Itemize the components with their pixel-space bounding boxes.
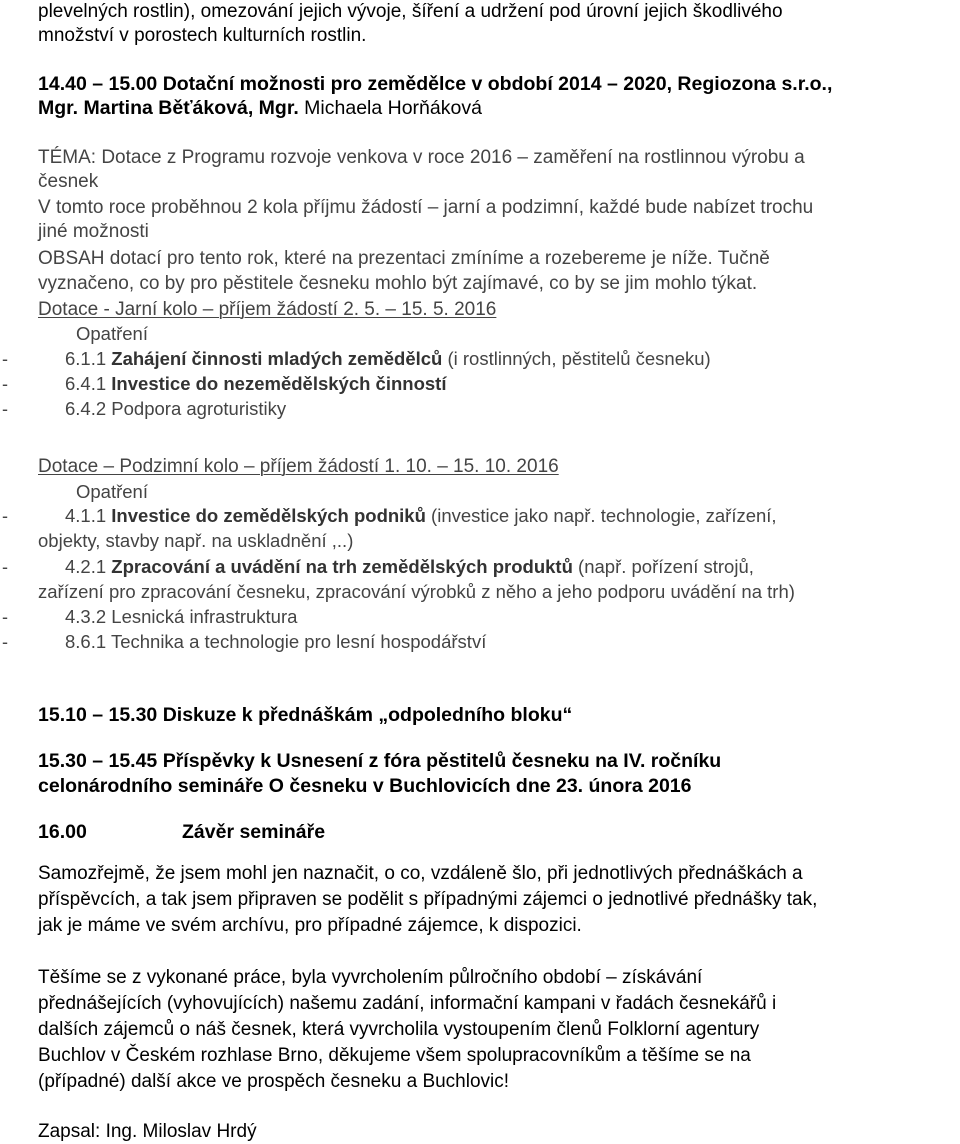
measure-note: (např. pořízení strojů, (572, 556, 754, 577)
list-dash: - (2, 349, 8, 369)
measure-code: 4.2.1 (65, 556, 112, 577)
autumn-round-heading: Dotace – Podzimní kolo – příjem žádostí 1. 10. – 15. 10. 2016 (38, 456, 559, 477)
discussion-slot: 15.10 – 15.30 Diskuze k přednáškám „odpoledního bloku“ (38, 704, 573, 726)
measure-title: Investice do nezemědělských činností (111, 373, 447, 394)
list-dash: - (2, 399, 8, 419)
measure-code: 8.6.1 (65, 631, 111, 652)
autumn-item-421 (65, 555, 754, 579)
talk-title-line-2 (38, 96, 482, 120)
tema-line-1: TÉMA: Dotace z Programu rozvoje venkova v roce 2016 – zaměření na rostlinnou výrobu a (38, 147, 805, 168)
closing-paragraph-2-line-5: (případné) další akce ve prospěch česneku a Buchlovic! (38, 1071, 510, 1092)
measure-code: 4.1.1 (65, 505, 112, 526)
talk-title-line-1: 14.40 – 15.00 Dotační možnosti pro zemědělce v období 2014 – 2020, Regiozona s.r.o., (38, 73, 833, 95)
measure-code: 4.3.2 (65, 606, 112, 627)
list-dash: - (2, 632, 8, 652)
closing-time: 16.00 (38, 821, 87, 843)
tema-line-4: jiné možnosti (38, 221, 149, 242)
measure-code: 6.1.1 (65, 348, 112, 369)
measure-note: Podpora agroturistiky (111, 398, 287, 419)
closing-paragraph-1-line-1: Samozřejmě, že jsem mohl jen naznačit, o co, vzdáleně šlo, při jednotlivých přednáškách a (38, 863, 803, 884)
measure-note-continuation: objekty, stavby např. na uskladnění ,..) (38, 530, 354, 551)
autumn-item-411 (65, 504, 777, 528)
spring-item-641 (65, 372, 446, 396)
measure-note: Technika a technologie pro lesní hospodářství (110, 631, 487, 652)
tema-line-6: vyznačeno, co by pro pěstitele česneku mohlo být zajímavé, co by se jim mohlo týkat. (38, 273, 758, 294)
closing-paragraph-2-line-4: Buchlov v Českém rozhlase Brno, děkujeme všem spolupracovníkům a těšíme se na (38, 1045, 751, 1066)
tema-line-3: V tomto roce proběhnou 2 kola příjmu žádostí – jarní a podzimní, každé bude nabízet trochu (38, 197, 814, 218)
measure-note: Lesnická infrastruktura (111, 606, 298, 627)
measure-note: (investice jako např. technologie, zařízení, (425, 505, 777, 526)
autumn-opatreni-label: Opatření (76, 481, 148, 502)
intro-line-1: plevelných rostlin), omezování jejich vývoje, šíření a udržení pod úrovní jejich škodlivého (38, 1, 783, 22)
closing-label: Závěr semináře (182, 821, 326, 843)
spring-item-642 (65, 397, 286, 421)
closing-paragraph-2-line-2: přednášejících (vyhovujících) našemu zadání, informační kampani v řadách česnekářů i (38, 993, 777, 1014)
closing-paragraph-1-line-3: jak je máme ve svém archívu, pro případné zájemce, k dispozici. (38, 915, 582, 936)
measure-code: 6.4.2 (65, 398, 112, 419)
list-dash: - (2, 374, 8, 394)
tema-line-2: česnek (38, 171, 99, 192)
contributions-slot-line-2: celonárodního semináře O česneku v Buchlovicích dne 23. února 2016 (38, 775, 692, 797)
closing-paragraph-1-line-2: příspěvcích, a tak jsem připraven se podělit s případnými zájemci o jednotlivé přednášky tak, (38, 889, 818, 910)
measure-title: Zpracování a uvádění na trh zemědělských produktů (111, 556, 573, 577)
closing-paragraph-2-line-1: Těšíme se z vykonané práce, byla vyvrcholením půlročního období – získávání (38, 967, 703, 988)
spring-round-heading: Dotace - Jarní kolo – příjem žádostí 2. 5. – 15. 5. 2016 (38, 299, 497, 320)
contributions-slot-line-1: 15.30 – 15.45 Příspěvky k Usnesení z fóra pěstitelů česneku na IV. ročníku (38, 750, 722, 772)
signature: Zapsal: Ing. Miloslav Hrdý (38, 1121, 257, 1142)
list-dash: - (2, 506, 8, 526)
autumn-item-861 (65, 630, 486, 654)
measure-title: Investice do zemědělských podniků (111, 505, 426, 526)
measure-note-continuation: zařízení pro zpracování česneku, zpracování výrobků z něho a jeho podporu uvádění na trh) (38, 581, 795, 602)
spring-opatreni-label: Opatření (76, 323, 148, 344)
measure-title: Zahájení činnosti mladých zemědělců (111, 348, 443, 369)
talk-speakers-bold: Mgr. Martina Běťáková, Mgr. (38, 97, 305, 119)
list-dash: - (2, 607, 8, 627)
autumn-item-432 (65, 605, 297, 629)
intro-line-2: množství v porostech kulturních rostlin. (38, 25, 367, 46)
closing-paragraph-2-line-3: dalších zájemců o náš česnek, která vyvrcholila vystoupením členů Folklorní agentury (38, 1019, 760, 1040)
measure-note: (i rostlinných, pěstitelů česneku) (442, 348, 711, 369)
spring-item-611 (65, 347, 711, 371)
measure-code: 6.4.1 (65, 373, 112, 394)
talk-speaker-rest: Michaela Horňáková (304, 97, 482, 119)
closing-slot (38, 820, 325, 844)
tema-line-5: OBSAH dotací pro tento rok, které na prezentaci zmíníme a rozebereme je níže. Tučně (38, 248, 770, 269)
list-dash: - (2, 557, 8, 577)
